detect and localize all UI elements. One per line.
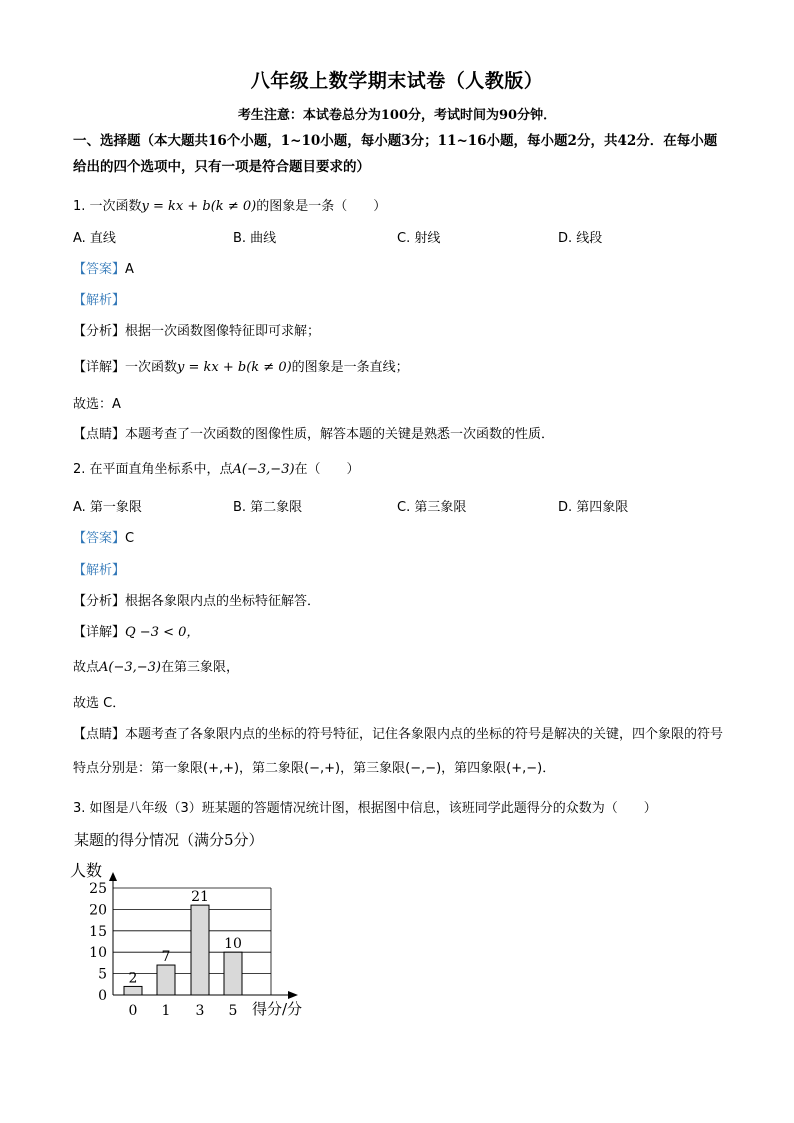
question-2-text-end: 在（ ）: [294, 462, 360, 477]
answer-value: A: [125, 262, 134, 277]
xiangjie-text: 一次函数: [125, 360, 178, 375]
q1-fenxi: [73, 320, 320, 339]
xiangjie-text-end: 的图象是一条直线；: [291, 360, 409, 375]
conclusion-text: 故点: [73, 660, 100, 675]
q2-fenxi: [73, 590, 320, 609]
xiangjie-tag: 【详解】: [73, 360, 126, 375]
q2-option-a: A. 第一象限: [73, 500, 142, 515]
x-tick-label: 5: [228, 1003, 238, 1019]
fenxi-tag: 【分析】: [73, 594, 126, 609]
dianjing-text: 本题考查了一次函数的图像性质，解答本题的关键是熟悉一次函数的性质．: [125, 427, 555, 442]
q2-analysis: [73, 559, 125, 578]
conclusion-formula: A(−3,−3): [99, 660, 162, 675]
question-1-text-end: 的图象是一条（ ）: [256, 199, 387, 214]
bar: [224, 952, 242, 995]
section-heading: 一、选择题（本大题共16个小题，1~10小题，每小题3分；11~16小题，每小题2分，共42分．在每小题给出的四个选项中，只有一项是符合题目要求的）: [73, 133, 718, 175]
dianjing-tag: 【点睛】: [73, 727, 126, 742]
bar: [124, 986, 142, 995]
q1-option-c: C. 射线: [397, 231, 441, 246]
conclusion-text-end: 在第三象限，: [161, 660, 240, 675]
question-1-stem: [73, 195, 386, 214]
q2-option-b: B. 第二象限: [233, 500, 303, 515]
dianjing-text: 本题考查了各象限内点的坐标的符号特征，记住各象限内点的坐标的符号是解决的关键，四个象限的符号特点分别是：第一象限(+,+)，第二象限(−,+)，第三象限(−,−)，第四象限(+,−)．: [73, 727, 724, 776]
y-tick-label: 0: [98, 988, 107, 1004]
q2-conclusion: [73, 656, 239, 675]
xiangjie-formula: y = kx + b(k ≠ 0): [177, 360, 292, 375]
q1-option-b: B. 曲线: [233, 231, 277, 246]
y-tick-label: 5: [98, 966, 107, 983]
bar-value-label: 21: [191, 889, 209, 906]
q2-option-c: C. 第三象限: [397, 500, 467, 515]
bar: [157, 965, 175, 995]
fenxi-tag: 【分析】: [73, 324, 126, 339]
q1-option-a: A. 直线: [73, 231, 116, 246]
bar: [191, 905, 209, 995]
analysis-tag: 【解析】: [73, 563, 126, 578]
fenxi-text: 根据一次函数图像特征即可求解；: [125, 324, 321, 339]
q1-choose: 故选：A: [73, 397, 121, 412]
dianjing-tag: 【点睛】: [73, 427, 126, 442]
y-tick-label: 15: [89, 923, 107, 940]
exam-notice: 考生注意：本试卷总分为100分，考试时间为90分钟．: [237, 108, 557, 123]
chart-title: 某题的得分情况（满分5分）: [74, 831, 264, 849]
q1-analysis: [73, 289, 125, 308]
question-2-formula: A(−3,−3): [232, 462, 295, 477]
q1-dianjing: [73, 423, 554, 442]
answer-tag: 【答案】: [73, 531, 126, 546]
q2-xiangjie: [73, 621, 199, 640]
xiangjie-tag: 【详解】: [73, 625, 126, 640]
x-tick-label: 0: [128, 1003, 138, 1019]
x-axis-arrow: [288, 991, 298, 999]
q2-answer: [73, 527, 134, 546]
bar-value-label: 10: [224, 936, 242, 953]
bar-value-label: 7: [161, 949, 171, 966]
q1-answer: [73, 258, 134, 277]
answer-tag: 【答案】: [73, 262, 126, 277]
q2-dianjing: [73, 718, 733, 786]
score-bar-chart: [68, 824, 328, 1024]
chart-ylabel: 人数: [70, 861, 103, 880]
bar-value-label: 2: [128, 970, 138, 987]
y-tick-label: 20: [89, 902, 107, 919]
q2-option-d: D. 第四象限: [558, 500, 629, 515]
question-3-stem: 3. 如图是八年级（3）班某题的答题情况统计图，根据图中信息，该班同学此题得分的众数为（ ）: [73, 801, 657, 816]
y-axis-arrow: [109, 872, 117, 881]
page-title: 八年级上数学期末试卷（人教版）: [250, 70, 544, 92]
analysis-tag: 【解析】: [73, 293, 126, 308]
answer-value: C: [125, 531, 135, 546]
y-tick-label: 25: [89, 881, 107, 897]
q1-xiangjie: [73, 356, 409, 375]
question-2-text: 2. 在平面直角坐标系中，点: [73, 462, 233, 477]
q2-choose: 故选 C．: [73, 696, 126, 711]
y-tick-label: 10: [89, 945, 107, 962]
question-1-formula: y = kx + b(k ≠ 0): [141, 199, 257, 214]
x-tick-label: 1: [161, 1003, 171, 1019]
xiangjie-formula: Q −3 < 0，: [125, 625, 200, 640]
q1-option-d: D. 线段: [558, 231, 603, 246]
question-1-text: 1. 一次函数: [73, 199, 142, 214]
fenxi-text: 根据各象限内点的坐标特征解答．: [125, 594, 321, 609]
chart-xlabel: 得分/分: [252, 1000, 303, 1018]
x-tick-label: 3: [195, 1003, 205, 1019]
question-2-stem: [73, 458, 360, 477]
